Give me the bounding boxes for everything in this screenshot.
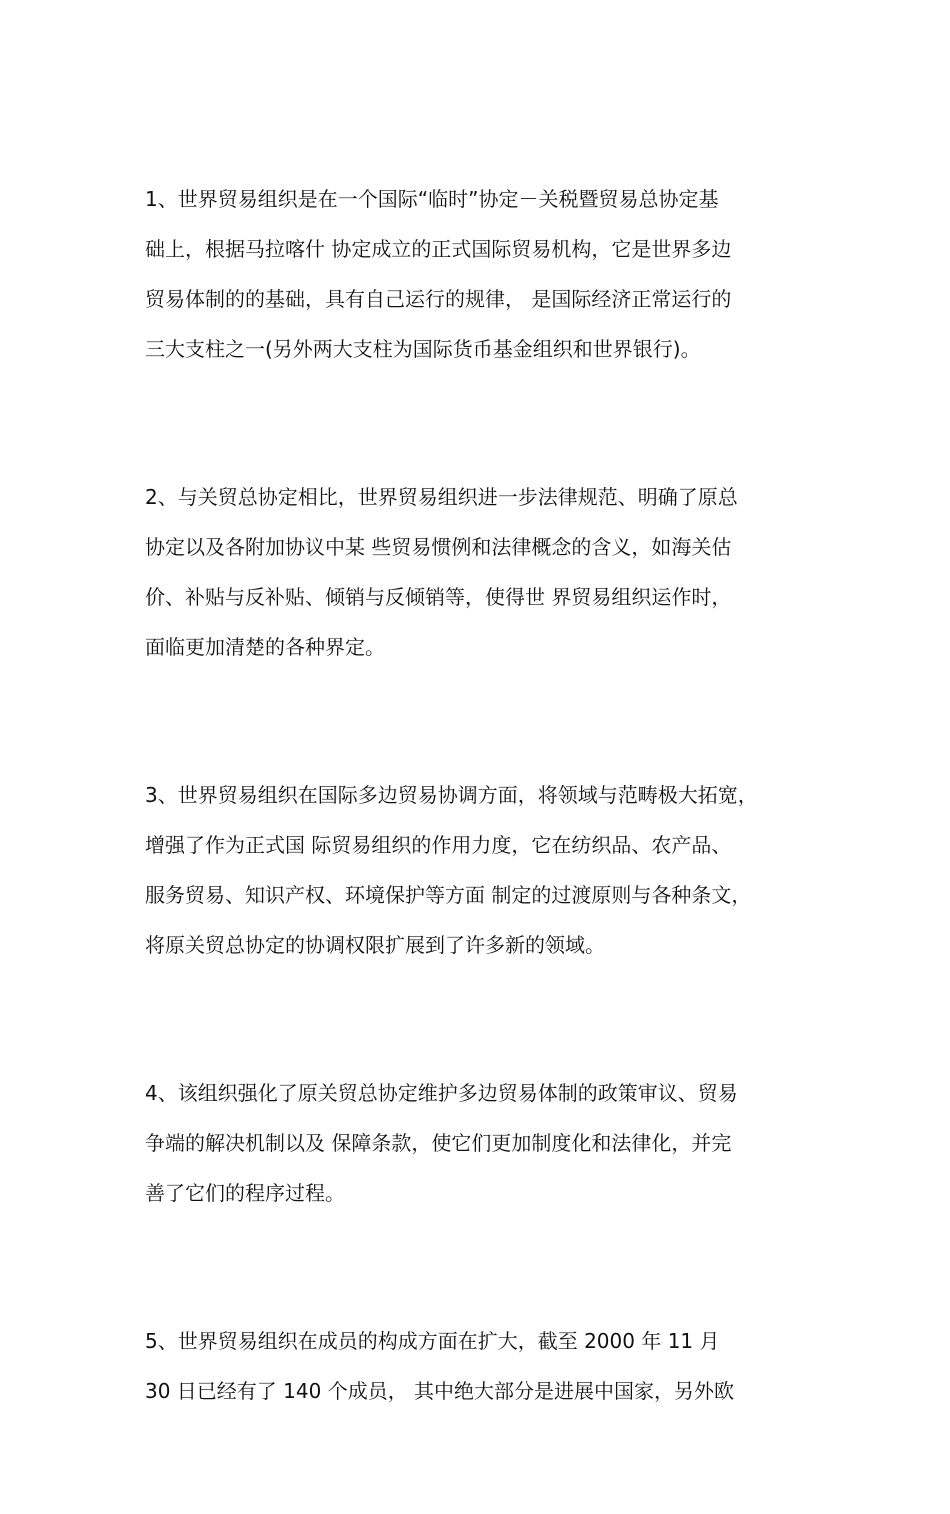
text-line: 1、世界贸易组织是在一个国际“临时”协定－关税暨贸易总协定基 [145, 187, 719, 211]
text-line: 30 日已经有了 140 个成员， 其中绝大部分是进展中国家，另外欧 [145, 1379, 735, 1403]
paragraph-3 [145, 770, 835, 970]
text-line: 三大支柱之一(另外两大支柱为国际货币基金组织和世界银行)。 [145, 337, 701, 361]
text-line: 服务贸易、知识产权、环境保护等方面 制定的过渡原则与各种条文， [145, 883, 752, 907]
text-line: 增强了作为正式国 际贸易组织的作用力度，它在纺织品、农产品、 [145, 833, 732, 857]
text-line: 价、补贴与反补贴、倾销与反倾销等，使得世 界贸易组织运作时， [145, 585, 732, 609]
text-line: 将原关贸总协定的协调权限扩展到了许多新的领域。 [145, 933, 605, 957]
paragraph-4 [145, 1068, 835, 1218]
text-line: 面临更加清楚的各种界定。 [145, 635, 385, 659]
text-line: 争端的解决机制以及 保障条款，使它们更加制度化和法律化，并完 [145, 1131, 732, 1155]
document-body [145, 174, 835, 1514]
text-line: 协定以及各附加协议中某 些贸易惯例和法律概念的含义，如海关估 [145, 535, 732, 559]
paragraph-2 [145, 472, 835, 672]
text-line: 础上，根据马拉喀什 协定成立的正式国际贸易机构，它是世界多边 [145, 237, 732, 261]
text-line: 善了它们的程序过程。 [145, 1181, 345, 1205]
text-line: 3、世界贸易组织在国际多边贸易协调方面，将领域与范畴极大拓宽， [145, 783, 758, 807]
text-line: 5、世界贸易组织在成员的构成方面在扩大，截至 2000 年 11 月 [145, 1329, 720, 1353]
paragraph-1 [145, 174, 835, 374]
text-line: 4、该组织强化了原关贸总协定维护多边贸易体制的政策审议、贸易 [145, 1081, 738, 1105]
text-line: 贸易体制的的基础，具有自己运行的规律， 是国际经济正常运行的 [145, 287, 732, 311]
text-line: 2、与关贸总协定相比，世界贸易组织进一步法律规范、明确了原总 [145, 485, 738, 509]
paragraph-5 [145, 1316, 835, 1416]
